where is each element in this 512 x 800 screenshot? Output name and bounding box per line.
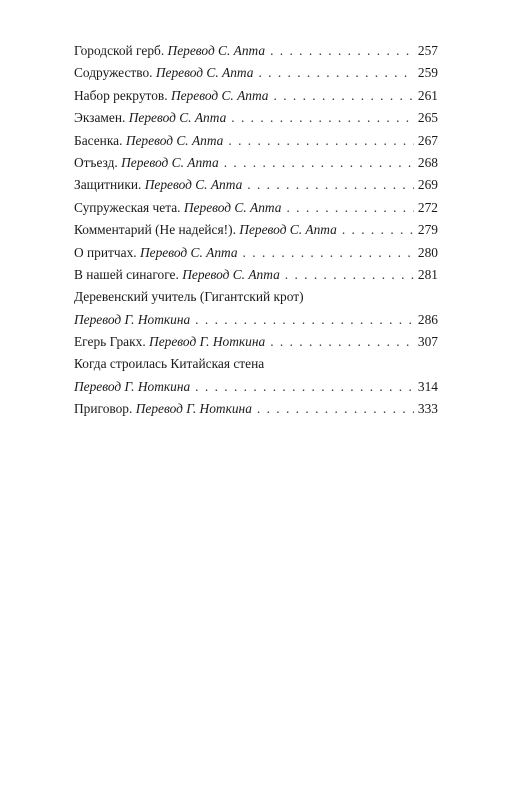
toc-entry-translator: Перевод С. Апта bbox=[183, 199, 282, 215]
toc-entry-title: Защитники. bbox=[74, 177, 142, 193]
toc-entry-title: В нашей синагоге. bbox=[74, 266, 179, 282]
toc-entry-page: 307 bbox=[417, 334, 438, 350]
dot-leader bbox=[286, 197, 413, 219]
dot-leader bbox=[224, 152, 414, 174]
dot-leader bbox=[243, 242, 414, 264]
toc-entry-page: 281 bbox=[417, 266, 438, 282]
toc-entry-page: 280 bbox=[417, 244, 438, 260]
toc-entry-page: 257 bbox=[417, 43, 438, 58]
toc-entry-translator: Перевод Г. Ноткина bbox=[149, 334, 266, 350]
toc-entry bbox=[74, 398, 438, 420]
toc-entry-translator: Перевод С. Апта bbox=[167, 43, 266, 58]
toc-entry-page: 286 bbox=[417, 311, 438, 327]
toc-entry bbox=[74, 152, 438, 174]
dot-leader bbox=[342, 219, 414, 241]
toc-entry-page: 265 bbox=[417, 110, 438, 126]
toc-entry bbox=[74, 376, 438, 398]
toc-entry-title: Экзамен. bbox=[74, 110, 126, 126]
toc-entry-page: 267 bbox=[417, 132, 438, 148]
dot-leader bbox=[285, 264, 414, 286]
toc-entry-title: Басенка. bbox=[74, 132, 123, 148]
toc-entry-title: Комментарий (Не надейся!). bbox=[74, 222, 236, 238]
toc-entry-title: Отъезд. bbox=[74, 154, 118, 170]
dot-leader bbox=[228, 130, 414, 152]
toc-entry bbox=[74, 219, 438, 241]
toc-entry-translator: Перевод Г. Ноткина bbox=[74, 378, 191, 394]
toc-entry bbox=[74, 40, 438, 62]
toc-entry-page: 314 bbox=[417, 378, 438, 394]
toc-entry-title: Деревенский учитель (Гигантский крот) bbox=[74, 289, 304, 305]
toc-entry-title: Егерь Гракх. bbox=[74, 334, 146, 350]
toc-entry-translator: Перевод Г. Ноткина bbox=[74, 311, 191, 327]
toc-entry bbox=[74, 309, 438, 331]
toc-entry-translator: Перевод С. Апта bbox=[239, 222, 337, 238]
toc-entry-page: 269 bbox=[417, 177, 438, 193]
toc-entry-translator: Перевод Г. Ноткина bbox=[135, 401, 252, 417]
toc-entry-page: 259 bbox=[417, 65, 438, 81]
toc-entry-page: 279 bbox=[417, 222, 438, 238]
toc-entry-title: Приговор. bbox=[74, 401, 133, 417]
toc-entry-title: Когда строилась Китайская стена bbox=[74, 356, 265, 372]
dot-leader bbox=[195, 376, 414, 398]
toc-entry bbox=[74, 130, 438, 152]
toc-entry-page: 268 bbox=[417, 154, 438, 170]
toc-entry-page: 261 bbox=[417, 87, 438, 103]
toc-entry-translator: Перевод С. Апта bbox=[182, 266, 280, 282]
toc-entry bbox=[74, 331, 438, 353]
toc-entry bbox=[74, 242, 438, 264]
dot-leader bbox=[231, 107, 414, 129]
toc-entry-translator: Перевод С. Апта bbox=[144, 177, 243, 193]
toc-entry-title: Набор рекрутов. bbox=[74, 87, 168, 103]
toc-entry bbox=[74, 264, 438, 286]
table-of-contents bbox=[74, 40, 438, 421]
toc-entry-translator: Перевод С. Апта bbox=[128, 110, 227, 126]
toc-entry-title: О притчах. bbox=[74, 244, 137, 260]
toc-entry-translator: Перевод С. Апта bbox=[155, 65, 254, 81]
toc-entry-title: Супружеская чета. bbox=[74, 199, 181, 215]
dot-leader bbox=[258, 62, 413, 84]
dot-leader bbox=[257, 398, 414, 420]
toc-entry-title-line bbox=[74, 286, 438, 308]
toc-entry-translator: Перевод С. Апта bbox=[125, 132, 224, 148]
toc-entry-title: Городской герб. bbox=[74, 43, 165, 58]
toc-entry-page: 272 bbox=[417, 199, 438, 215]
toc-entry-page: 333 bbox=[417, 401, 438, 417]
toc-entry bbox=[74, 85, 438, 107]
dot-leader bbox=[274, 85, 414, 107]
dot-leader bbox=[270, 331, 414, 353]
toc-entry bbox=[74, 174, 438, 196]
toc-entry bbox=[74, 197, 438, 219]
toc-entry-title-line bbox=[74, 353, 438, 375]
dot-leader bbox=[247, 174, 414, 196]
toc-entry bbox=[74, 62, 438, 84]
toc-entry-translator: Перевод С. Апта bbox=[121, 154, 219, 170]
toc-entry-title: Содружество. bbox=[74, 65, 153, 81]
dot-leader bbox=[195, 309, 414, 331]
toc-entry bbox=[74, 107, 438, 129]
dot-leader bbox=[270, 40, 414, 62]
toc-entry-translator: Перевод С. Апта bbox=[170, 87, 269, 103]
toc-entry-translator: Перевод С. Апта bbox=[139, 244, 238, 260]
